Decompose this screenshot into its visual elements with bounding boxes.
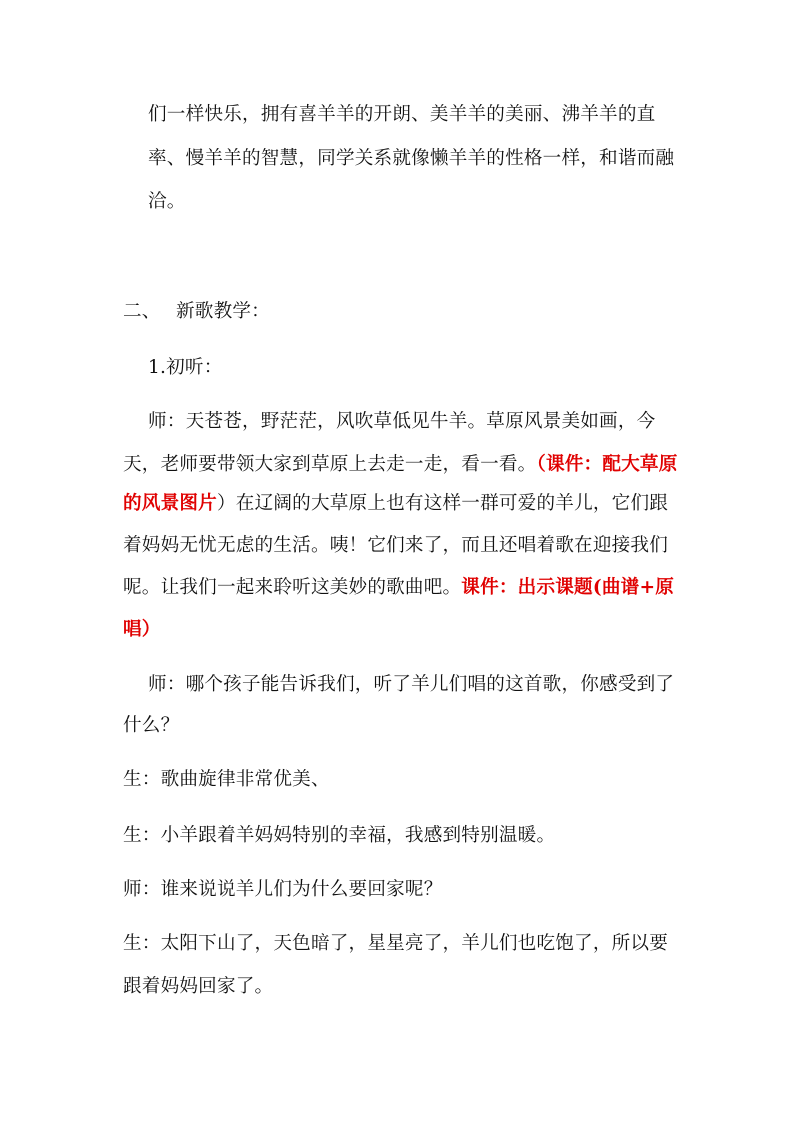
courseware-note-2: 课件：出示课题(曲谱+原 xyxy=(461,577,675,598)
student-answer-2: 生：小羊跟着羊妈妈特别的幸福，我感到特别温暖。 xyxy=(123,825,556,846)
courseware-note-1: （课件：配大草原 xyxy=(536,454,678,475)
student-answer-3-line-1: 生：太阳下山了，天色暗了，星星亮了，羊儿们也吃饱了，所以要 xyxy=(123,933,669,954)
section-number: 二、 xyxy=(123,301,161,322)
para1-line-2 xyxy=(123,453,678,477)
intro-line-3: 洽。 xyxy=(148,191,186,212)
courseware-note-2-cont: 唱） xyxy=(123,619,161,640)
para1-line-1: 师：天苍苍，野茫茫，风吹草低见牛羊。草原风景美如画，今 xyxy=(148,411,656,432)
para1-line-2-text: 天，老师要带领大家到草原上去走一走，看一看。 xyxy=(123,454,537,475)
intro-line-1: 们一样快乐，拥有喜羊羊的开朗、美羊羊的美丽、沸羊羊的直 xyxy=(148,104,656,125)
para2-line-2: 什么？ xyxy=(123,715,180,736)
para1-line-5 xyxy=(123,576,674,600)
subsection-title: 1.初听： xyxy=(148,357,223,378)
teacher-question-2: 师：谁来说说羊儿们为什么要回家呢？ xyxy=(123,879,443,900)
para1-line-5-text: 呢。让我们一起来聆听这美妙的歌曲吧。 xyxy=(123,577,462,598)
para1-line-4: 着妈妈无忧无虑的生活。咦！它们来了，而且还唱着歌在迎接我们 xyxy=(123,535,669,556)
intro-line-2: 率、慢羊羊的智慧，同学关系就像懒羊羊的性格一样，和谐而融 xyxy=(148,148,675,169)
para2-line-1: 师：哪个孩子能告诉我们，听了羊儿们唱的这首歌，你感受到了 xyxy=(148,674,675,695)
student-answer-1: 生：歌曲旋律非常优美、 xyxy=(123,769,330,790)
courseware-note-1-cont: 的风景图片 xyxy=(123,493,217,514)
student-answer-3-line-2: 跟着妈妈回家了。 xyxy=(123,976,274,997)
para1-line-3-text: ）在辽阔的大草原上也有这样一群可爱的羊儿，它们跟 xyxy=(216,493,669,514)
section-title: 新歌教学： xyxy=(176,301,270,322)
para1-line-3 xyxy=(123,492,668,516)
